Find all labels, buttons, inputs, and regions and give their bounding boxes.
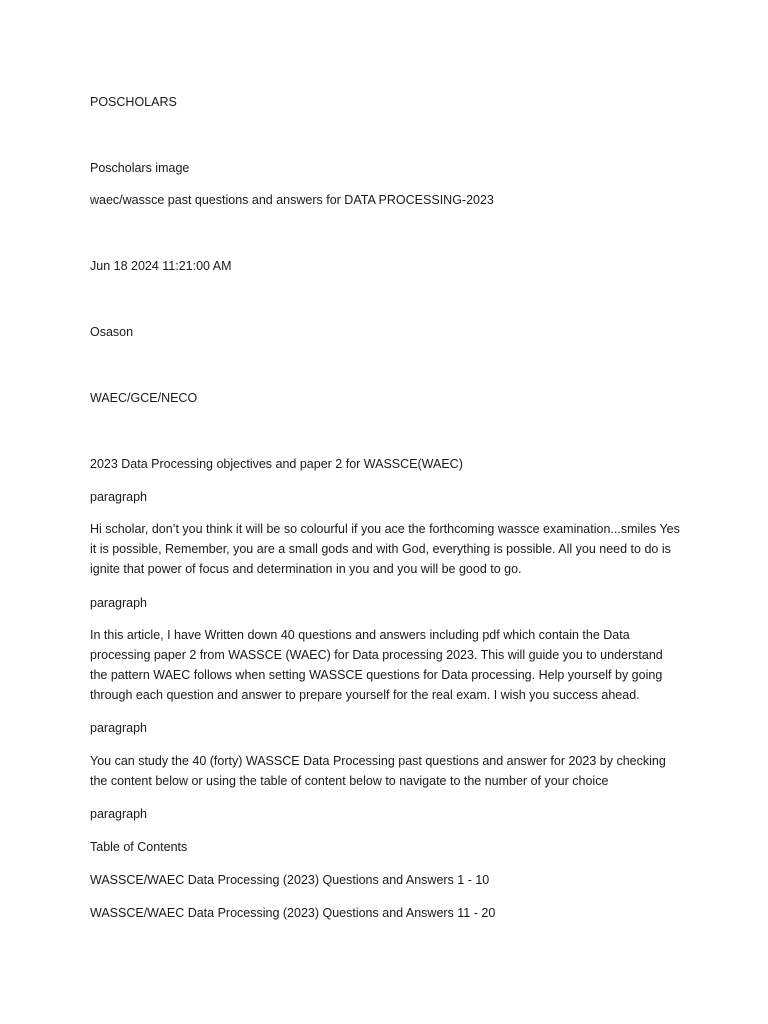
toc-item[interactable]: WASSCE/WAEC Data Processing (2023) Questions and Answers 11 - 20 — [90, 906, 496, 920]
article-heading: 2023 Data Processing objectives and paper 2 for WASSCE(WAEC) — [90, 457, 463, 471]
image-caption: Poscholars image — [90, 161, 190, 175]
site-name: POSCHOLARS — [90, 95, 177, 109]
paragraph-label: paragraph — [90, 807, 147, 821]
paragraph-article-info: In this article, I have Written down 40 questions and answers including pdf which contain the Data processing paper 2 from WASSCE (WAEC) for Data processing 2023. This will guide you to understand the pattern WAEC follows when setting WASSCE questions for Data processing. Help yourself by going through each question and answer to prepare yourself for the real exam. I wish you success ahead. — [90, 628, 663, 702]
article-title: waec/wassce past questions and answers for DATA PROCESSING-2023 — [90, 193, 494, 207]
publish-date: Jun 18 2024 11:21:00 AM — [90, 259, 232, 273]
author-name: Osason — [90, 325, 134, 339]
paragraph-label: paragraph — [90, 490, 147, 504]
toc-title: Table of Contents — [90, 840, 188, 854]
toc-item[interactable]: WASSCE/WAEC Data Processing (2023) Questions and Answers 1 - 10 — [90, 873, 490, 887]
paragraph-label: paragraph — [90, 721, 147, 735]
paragraph-intro: Hi scholar, don’t you think it will be so colourful if you ace the forthcoming wassce examination...smiles Yes it is possible, Remember, you are a small gods and with God, everything is possible. All you need to do is ignite that power of focus and determination in you and you will be good to go. — [90, 522, 680, 576]
category-label: WAEC/GCE/NECO — [90, 391, 198, 405]
paragraph-study-note: You can study the 40 (forty) WASSCE Data Processing past questions and answer for 2023 by checking the content below or using the table of content below to navigate to the number of your choice — [90, 754, 666, 788]
paragraph-label: paragraph — [90, 596, 147, 610]
